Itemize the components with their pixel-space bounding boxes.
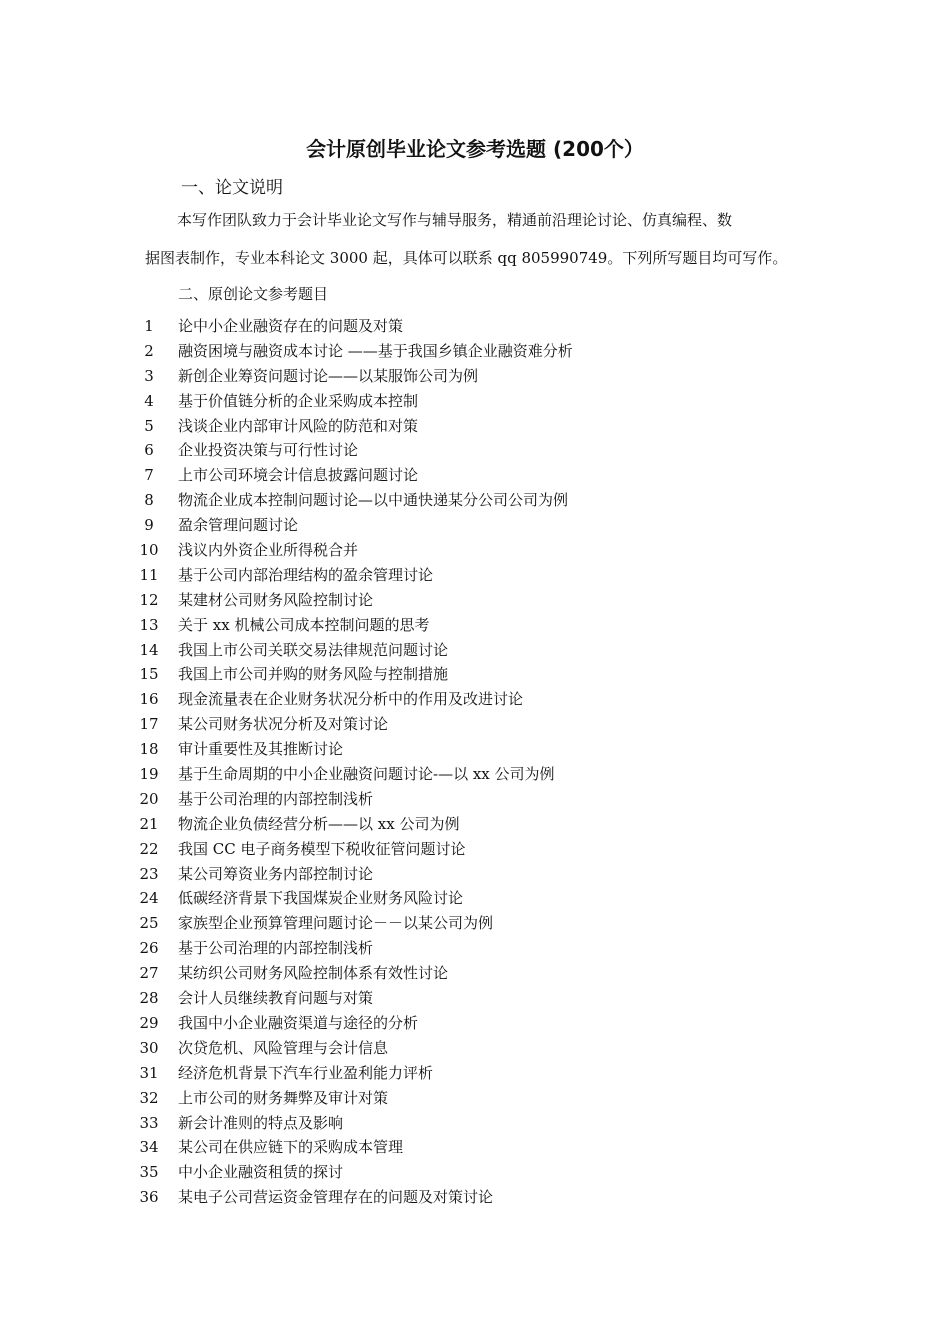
topic-number: 31 xyxy=(139,1063,159,1082)
topic-text: 上市公司的财务舞弊及审计对策 xyxy=(178,1088,389,1107)
topic-number: 11 xyxy=(139,565,159,584)
section-heading-topics: 二、原创论文参考题目 xyxy=(178,285,329,303)
topic-number: 30 xyxy=(139,1038,159,1057)
topic-number: 35 xyxy=(139,1163,159,1182)
topic-text: 次贷危机、风险管理与会计信息 xyxy=(178,1038,389,1057)
topic-text: 融资困境与融资成本讨论 ——基于我国乡镇企业融资难分析 xyxy=(178,341,573,360)
topic-text: 低碳经济背景下我国煤炭企业财务风险讨论 xyxy=(178,889,464,908)
list-item xyxy=(0,911,950,936)
topic-number: 29 xyxy=(139,1013,159,1032)
topic-text: 我国中小企业融资渠道与途径的分析 xyxy=(178,1013,419,1032)
list-item xyxy=(0,1160,950,1185)
list-item xyxy=(0,538,950,563)
topic-text: 某电子公司营运资金管理存在的问题及对策讨论 xyxy=(178,1188,494,1207)
topic-number: 23 xyxy=(139,864,159,883)
topic-number: 28 xyxy=(139,989,159,1008)
list-item xyxy=(0,364,950,389)
topic-text: 基于公司治理的内部控制浅析 xyxy=(178,939,374,958)
list-item xyxy=(0,638,950,663)
topic-number: 17 xyxy=(139,715,159,734)
topic-number: 16 xyxy=(139,690,159,709)
topic-text: 企业投资决策与可行性讨论 xyxy=(178,441,359,460)
topic-text: 基于公司治理的内部控制浅析 xyxy=(178,789,374,808)
topic-text: 论中小企业融资存在的问题及对策 xyxy=(178,317,404,335)
topic-number: 13 xyxy=(139,615,159,634)
topic-text: 物流企业成本控制问题讨论—以中通快递某分公司公司为例 xyxy=(178,491,569,510)
topic-text: 新创企业筹资问题讨论——以某服饰公司为例 xyxy=(178,366,479,385)
list-item xyxy=(0,1036,950,1061)
list-item xyxy=(0,762,950,787)
topic-text: 浅谈企业内部审计风险的防范和对策 xyxy=(178,416,419,435)
topic-number: 7 xyxy=(144,466,154,485)
topic-number: 9 xyxy=(144,516,154,535)
list-item xyxy=(0,687,950,712)
topic-text: 我国上市公司关联交易法律规范问题讨论 xyxy=(178,640,449,659)
topic-text: 我国 CC 电子商务模型下税收征管问题讨论 xyxy=(178,839,466,858)
topic-number: 32 xyxy=(139,1088,159,1107)
list-item xyxy=(0,1061,950,1086)
list-item xyxy=(0,438,950,463)
topic-list xyxy=(0,314,950,1210)
topic-number: 14 xyxy=(139,640,159,659)
list-item xyxy=(0,1011,950,1036)
topic-text: 经济危机背景下汽车行业盈利能力评析 xyxy=(178,1063,434,1082)
list-item xyxy=(0,513,950,538)
topic-text: 基于生命周期的中小企业融资问题讨论-—以 xx 公司为例 xyxy=(178,765,555,784)
topic-text: 基于公司内部治理结构的盈余管理讨论 xyxy=(178,565,434,584)
topic-number: 1 xyxy=(144,317,154,335)
topic-number: 34 xyxy=(139,1138,159,1157)
list-item xyxy=(0,588,950,613)
topic-number: 33 xyxy=(139,1113,159,1132)
list-item xyxy=(0,936,950,961)
section-heading-description: 一、论文说明 xyxy=(181,178,283,198)
topic-text: 某公司财务状况分析及对策讨论 xyxy=(178,715,389,734)
topic-text: 某公司在供应链下的采购成本管理 xyxy=(178,1138,404,1157)
list-item xyxy=(0,1086,950,1111)
topic-number: 2 xyxy=(144,341,154,360)
topic-number: 18 xyxy=(139,740,159,759)
topic-text: 物流企业负债经营分析——以 xx 公司为例 xyxy=(178,814,460,833)
topic-number: 15 xyxy=(139,665,159,684)
topic-text: 我国上市公司并购的财务风险与控制措施 xyxy=(178,665,449,684)
topic-text: 会计人员继续教育问题与对策 xyxy=(178,989,374,1008)
topic-number: 25 xyxy=(139,914,159,933)
topic-number: 8 xyxy=(144,491,154,510)
list-item xyxy=(0,1111,950,1136)
list-item xyxy=(0,1185,950,1210)
topic-text: 现金流量表在企业财务状况分析中的作用及改进讨论 xyxy=(178,690,524,709)
topic-number: 6 xyxy=(144,441,154,460)
list-item xyxy=(0,886,950,911)
topic-number: 26 xyxy=(139,939,159,958)
list-item xyxy=(0,463,950,488)
list-item xyxy=(0,737,950,762)
topic-text: 家族型企业预算管理问题讨论－－以某公司为例 xyxy=(178,914,494,933)
topic-text: 关于 xx 机械公司成本控制问题的思考 xyxy=(178,615,430,634)
topic-number: 21 xyxy=(139,814,159,833)
list-item xyxy=(0,662,950,687)
list-item xyxy=(0,787,950,812)
topic-text: 中小企业融资租赁的探讨 xyxy=(178,1163,344,1182)
topic-text: 浅议内外资企业所得税合并 xyxy=(178,541,359,560)
document-title: 会计原创毕业论文参考选题 (200个） xyxy=(306,137,644,161)
topic-number: 24 xyxy=(139,889,159,908)
topic-number: 10 xyxy=(139,541,159,560)
topic-text: 新会计准则的特点及影响 xyxy=(178,1113,344,1132)
list-item xyxy=(0,563,950,588)
list-item xyxy=(0,812,950,837)
topic-text: 某纺织公司财务风险控制体系有效性讨论 xyxy=(178,964,449,983)
list-item xyxy=(0,862,950,887)
topic-text: 某公司筹资业务内部控制讨论 xyxy=(178,864,374,883)
topic-text: 盈余管理问题讨论 xyxy=(178,516,299,535)
list-item xyxy=(0,1135,950,1160)
list-item xyxy=(0,314,950,339)
list-item xyxy=(0,961,950,986)
topic-number: 22 xyxy=(139,839,159,858)
list-item xyxy=(0,712,950,737)
intro-paragraph-line-2: 据图表制作，专业本科论文 3000 起，具体可以联系 qq 805990749。下列所写题目均可写作。 xyxy=(145,249,788,267)
topic-number: 19 xyxy=(139,765,159,784)
list-item xyxy=(0,414,950,439)
list-item xyxy=(0,488,950,513)
topic-number: 27 xyxy=(139,964,159,983)
topic-text: 上市公司环境会计信息披露问题讨论 xyxy=(178,466,419,485)
topic-number: 5 xyxy=(144,416,154,435)
intro-paragraph-line-1: 本写作团队致力于会计毕业论文写作与辅导服务，精通前沿理论讨论、仿真编程、数 xyxy=(177,211,733,229)
topic-number: 12 xyxy=(139,590,159,609)
list-item xyxy=(0,339,950,364)
topic-number: 3 xyxy=(144,366,154,385)
topic-text: 审计重要性及其推断讨论 xyxy=(178,740,344,759)
list-item xyxy=(0,613,950,638)
list-item xyxy=(0,389,950,414)
topic-number: 20 xyxy=(139,789,159,808)
topic-text: 基于价值链分析的企业采购成本控制 xyxy=(178,391,419,410)
list-item xyxy=(0,986,950,1011)
topic-number: 4 xyxy=(144,391,154,410)
topic-text: 某建材公司财务风险控制讨论 xyxy=(178,590,374,609)
list-item xyxy=(0,837,950,862)
topic-number: 36 xyxy=(139,1188,159,1207)
